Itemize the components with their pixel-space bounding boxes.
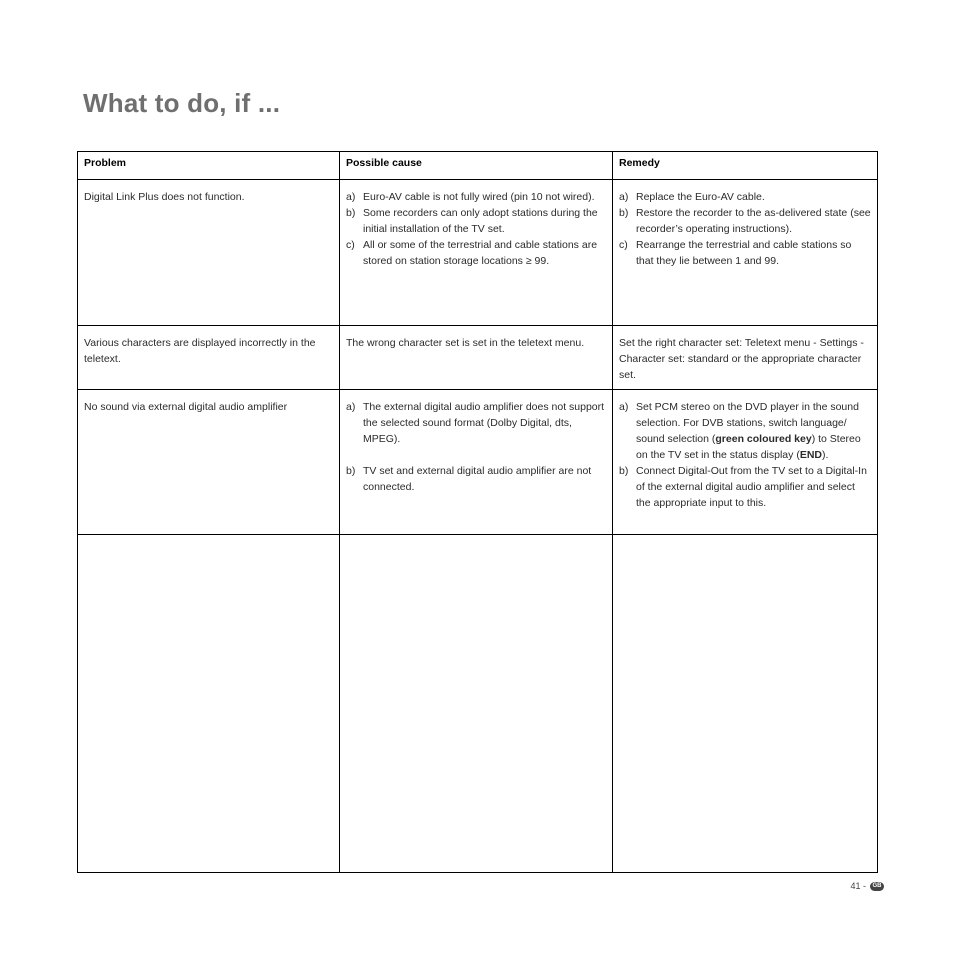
list-item [619, 463, 871, 511]
list-item [346, 237, 606, 269]
list-marker: c) [619, 239, 628, 251]
list-text: TV set and external digital audio amplifier are not connected. [363, 465, 592, 493]
list-marker: c) [346, 239, 355, 251]
remedy-text-part: ) to Stereo on the TV set in the status display ( [636, 433, 861, 461]
list-marker: b) [619, 207, 629, 219]
list-marker: a) [619, 401, 629, 413]
empty-cell [340, 535, 613, 873]
list-item [346, 189, 606, 205]
list-text: The external digital audio amplifier does not support the selected sound format (Dolby Digital, dts, MPEG). [363, 401, 605, 445]
empty-cell [613, 535, 878, 873]
problem-text: Various characters are displayed incorrectly in the teletext. [84, 337, 316, 365]
remedy-text-part: Set PCM stereo on the DVD player in the sound selection. For DVB stations, switch language/ sound selection ( [636, 401, 859, 445]
table-row [78, 180, 878, 326]
list-text: Replace the Euro-AV cable. [636, 191, 765, 203]
header-possible-cause: Possible cause [340, 152, 613, 180]
list-text: All or some of the terrestrial and cable stations are stored on station storage locations ≥ 99. [363, 239, 598, 267]
list-marker: a) [346, 401, 356, 413]
cause-text: The wrong character set is set in the teletext menu. [346, 337, 585, 349]
list-item [619, 189, 871, 205]
list-text: Connect Digital-Out from the TV set to a Digital-In of the external digital audio amplifier and select the appropriate input to this. [636, 465, 867, 509]
header-problem: Problem [78, 152, 340, 180]
cause-list [346, 189, 606, 269]
table-row-empty [78, 535, 878, 873]
key-name-end: END [799, 449, 822, 461]
cause-cell [340, 390, 613, 535]
table-row [78, 326, 878, 390]
list-marker: a) [619, 191, 629, 203]
remedy-list [619, 189, 871, 269]
remedy-cell [613, 326, 878, 390]
list-text: Rearrange the terrestrial and cable stations so that they lie between 1 and 99. [636, 239, 852, 267]
list-text: Some recorders can only adopt stations during the initial installation of the TV set. [363, 207, 598, 235]
page-title: What to do, if ... [83, 88, 281, 118]
cause-cell [340, 326, 613, 390]
problem-cell [78, 326, 340, 390]
remedy-list [619, 399, 871, 511]
page-number: 41 - [850, 881, 866, 891]
table-row [78, 390, 878, 535]
country-badge-icon: GB [870, 882, 884, 891]
list-marker: b) [346, 207, 356, 219]
list-item [619, 399, 871, 463]
cause-cell [340, 180, 613, 326]
list-item [346, 399, 606, 447]
troubleshooting-table [77, 151, 878, 873]
list-item [619, 205, 871, 237]
list-item [346, 463, 606, 495]
cause-list [346, 399, 606, 495]
list-item [619, 237, 871, 269]
remedy-cell [613, 390, 878, 535]
table-header-row [78, 152, 878, 180]
remedy-text: Set the right character set: Teletext menu - Settings - Character set: standard or the appropriate character set. [619, 337, 864, 381]
remedy-text-part: ). [821, 449, 829, 461]
empty-cell [78, 535, 340, 873]
remedy-cell [613, 180, 878, 326]
key-name-green: green coloured key [715, 433, 812, 445]
problem-cell [78, 180, 340, 326]
list-item [346, 205, 606, 237]
list-text [636, 399, 871, 463]
page-footer [850, 881, 884, 891]
list-marker: b) [619, 465, 629, 477]
problem-text: No sound via external digital audio amplifier [84, 401, 288, 413]
header-remedy: Remedy [613, 152, 878, 180]
list-text: Restore the recorder to the as-delivered state (see recorder’s operating instructions). [636, 207, 871, 235]
list-text: Euro-AV cable is not fully wired (pin 10 not wired). [363, 191, 595, 203]
list-marker: b) [346, 465, 356, 477]
problem-cell [78, 390, 340, 535]
problem-text: Digital Link Plus does not function. [84, 191, 245, 203]
list-marker: a) [346, 191, 356, 203]
